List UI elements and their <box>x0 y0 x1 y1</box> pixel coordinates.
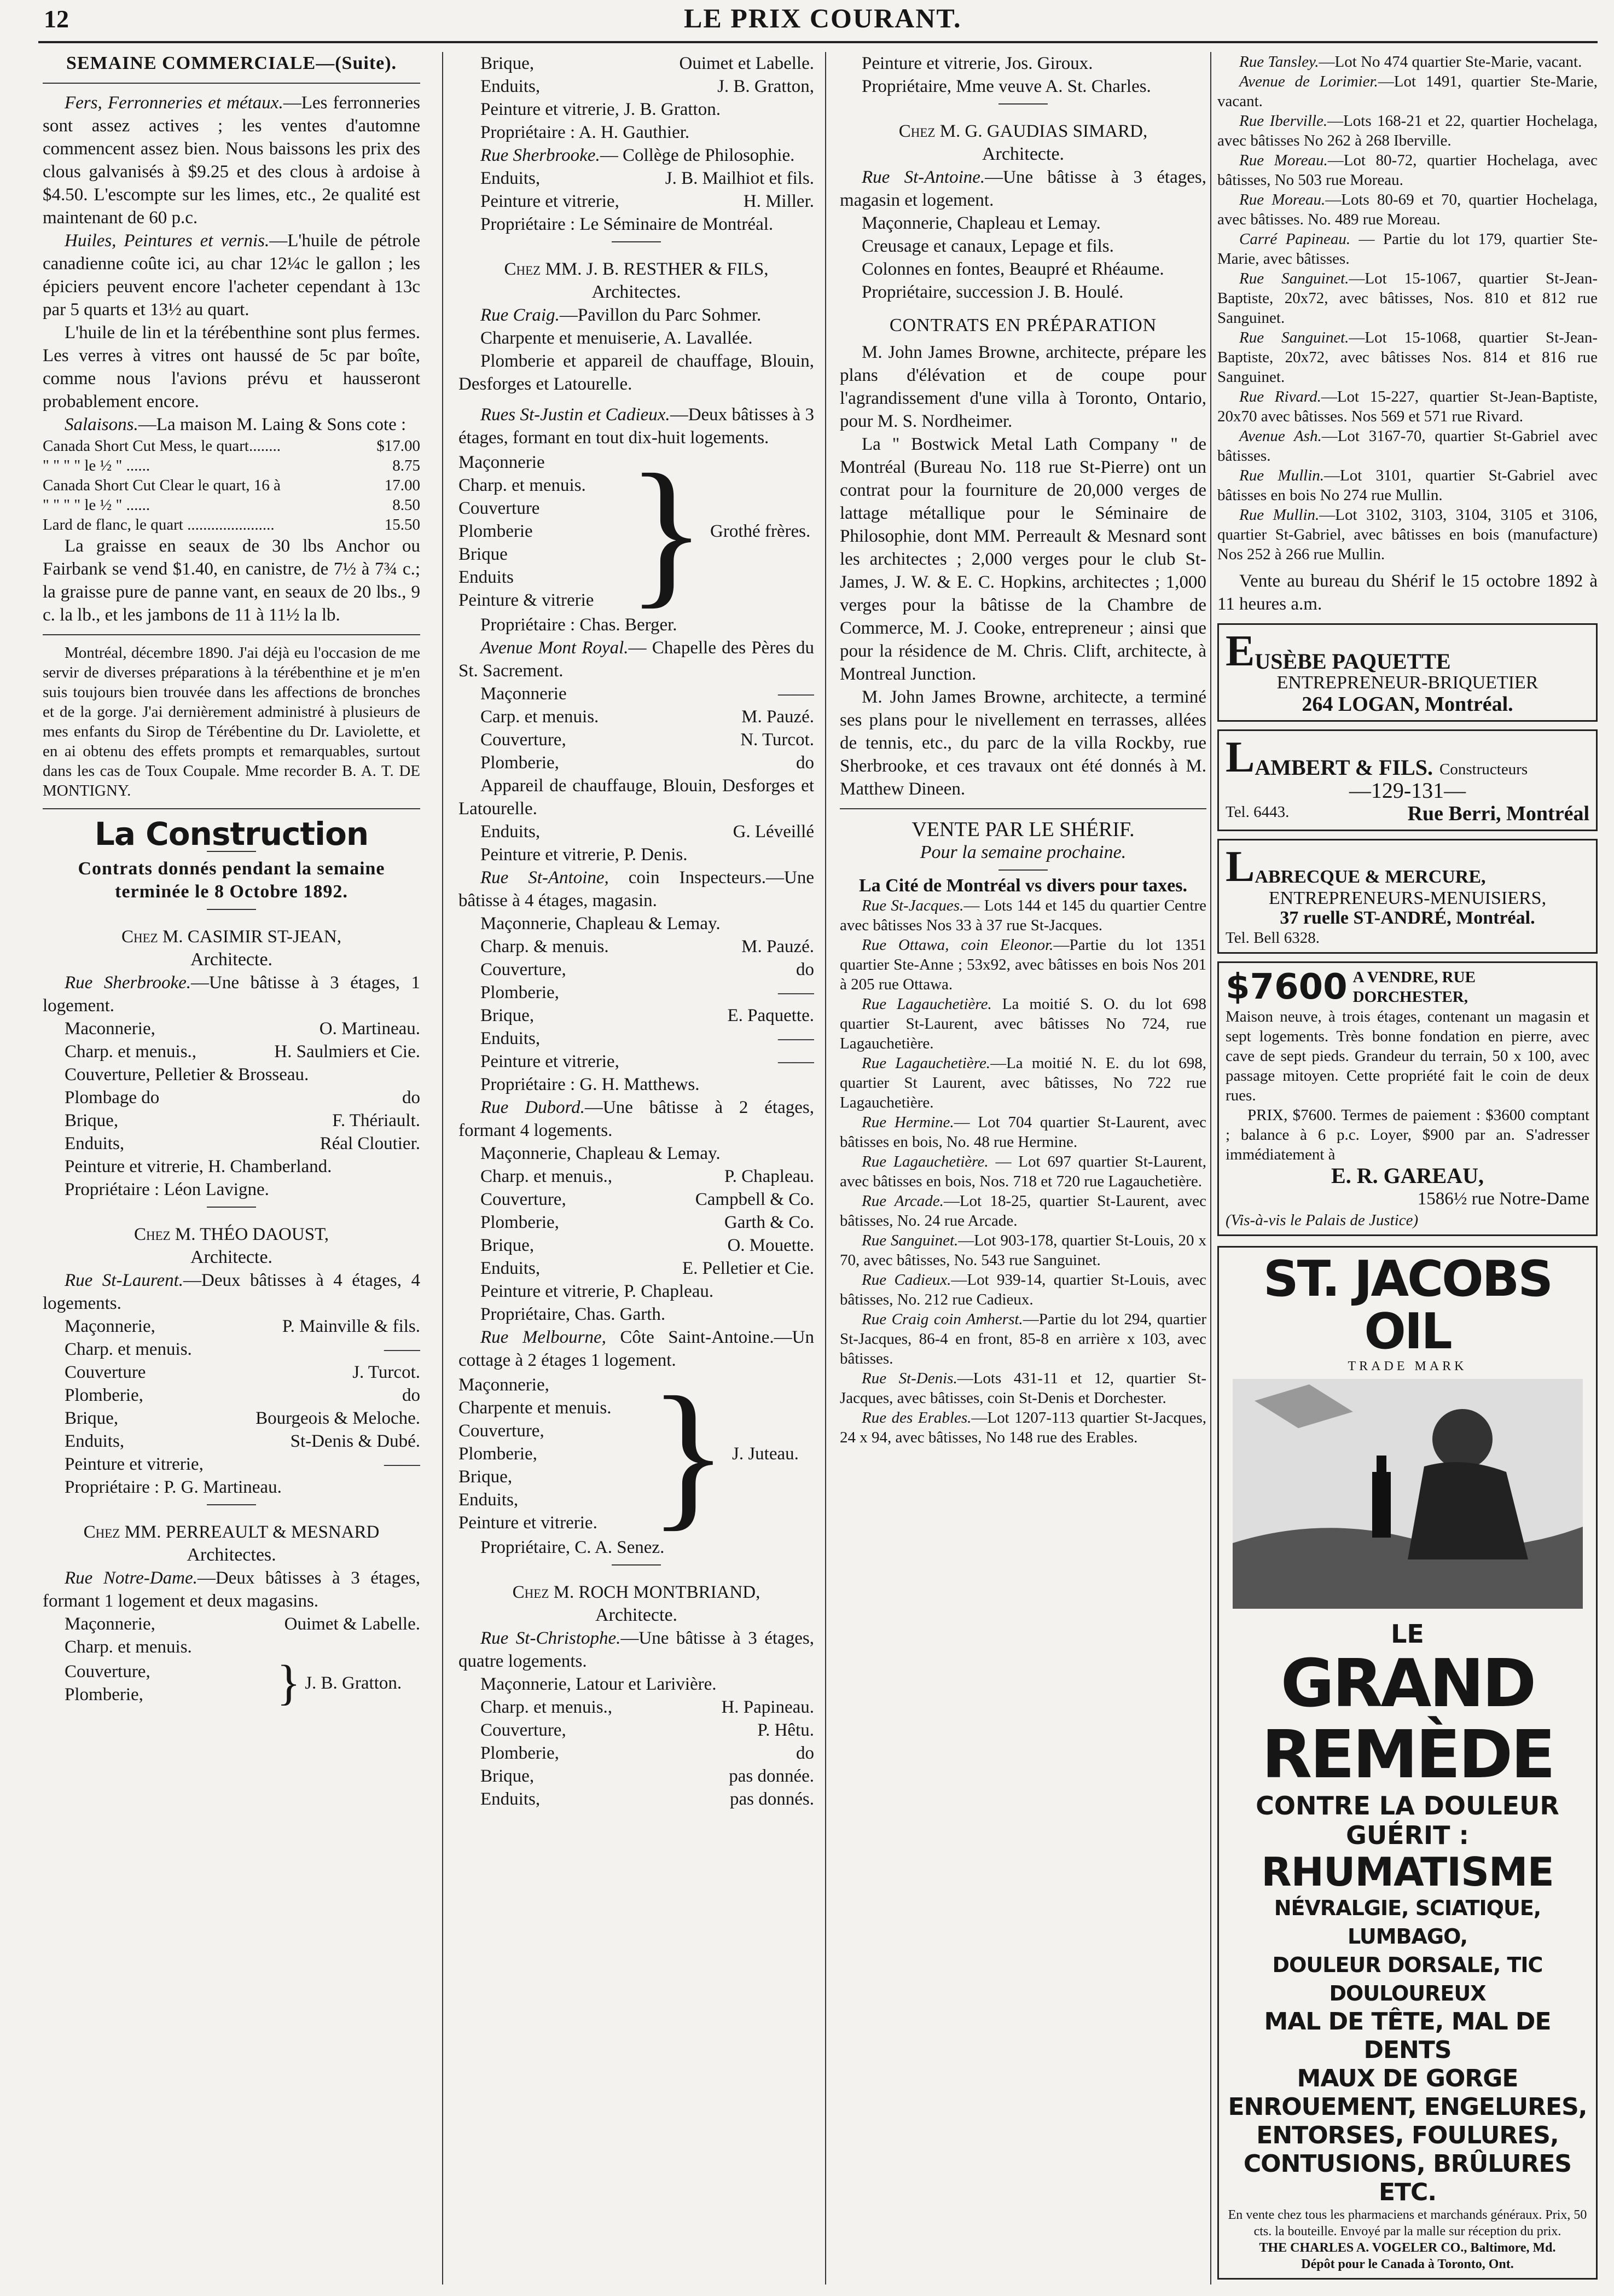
trade-row: Brique, Ouimet et Labelle. <box>480 54 814 73</box>
trade-group: Maçonnerie, Charpente et menuis. Couverture, Plomberie, Brique, Enduits, Peinture et vitrerie. } J. Juteau. <box>458 1363 799 1545</box>
ad-small-print: En vente chez tous les pharmaciens et marchands généraux. Prix, 50 cts. la bouteille. Envoyé par la malle sur réception du prix. <box>1228 2208 1587 2239</box>
trade-row: Propriétaire, Chas. Garth. <box>480 1304 666 1324</box>
architect-role: Architecte. <box>595 1605 678 1625</box>
trade-row: Carp. et menuis. M. Pauzé. <box>480 707 814 727</box>
lot-entry: Rue Cadieux.—Lot 939-14, quartier St-Louis, avec bâtisses, No. 212 rue Cadieux. <box>840 1271 1206 1308</box>
building-entry: Rue Craig.—Pavillon du Parc Sohmer. <box>480 305 762 325</box>
divider <box>43 808 420 809</box>
ad-name: AMBERT & FILS. <box>1255 755 1433 780</box>
lot-entry: Rue Sanguinet.—Lot 15-1068, quartier St-Jean-Baptiste, 20x72, avec bâtisses Nos. 814 et 816 rue Sanguinet. <box>1217 329 1598 386</box>
lot-entry: Rue Ottawa, coin Eleonor.—Partie du lot 1351 quartier Ste-Anne ; 53x92, avec bâtisses en bois Nos 201 à 205 rue Ottawa. <box>840 936 1206 993</box>
ad-address: 264 LOGAN, Montréal. <box>1302 693 1513 716</box>
lot-entry: Rue des Erables.—Lot 1207-113 quartier St-Jacques, 24 x 94, avec bâtisses, No 148 rue des Erables. <box>840 1409 1206 1446</box>
price-row: " " " " le ½ " ...... 8.75 <box>43 457 420 474</box>
column-1 <box>43 52 420 1708</box>
drop-initial: E <box>1226 627 1255 675</box>
lot-entry: Rue Tansley.—Lot No 474 quartier Ste-Marie, vacant. <box>1239 53 1582 71</box>
lot-entry: Rue St-Denis.—Lots 431-11 et 12, quartier St-Jacques, avec bâtisses, coin St-Denis et Dorchester. <box>840 1370 1206 1407</box>
architect-role: Architecte. <box>190 1247 273 1267</box>
drop-initial: L <box>1226 843 1255 891</box>
ad-line: MAL DE TÊTE, MAL DE DENTS <box>1264 2008 1551 2064</box>
testimonial: Montréal, décembre 1890. J'ai déjà eu l'occasion de me servir de diverses préparations à la térébenthine et je m'en suis toujours bien trouvée dans les affections de bronches et de la gorge. J'ai dernièrement administré à plusieurs de mes enfants du Sirop de Térébentine du Dr. Laviolette, et en ai obtenu des effets prompts et remarquables, surtout dans les cas de Toux Coupale. Mme recorder B. A. T. DE MONTIGNY. <box>43 644 420 799</box>
owner-line: Propriétaire, C. A. Senez. <box>480 1538 665 1557</box>
trade-row: Couverture, do <box>480 960 814 979</box>
trade-row: Brique, F. Thériault. <box>65 1111 420 1130</box>
divider <box>43 83 420 84</box>
construction-title: La Construction <box>94 815 369 853</box>
ad-phone: Tel. 6443. <box>1226 803 1290 821</box>
contractor-name: J. B. Gratton. <box>305 1673 402 1693</box>
architect-name: Chez M. THÉO DAOUST, <box>133 1225 329 1244</box>
trade-row: Plomberie, do <box>65 1385 420 1405</box>
ad-paquette <box>1217 623 1598 722</box>
page-number: 12 <box>44 5 69 33</box>
trade-row: Brique, pas donnée. <box>480 1766 814 1786</box>
ad-line: ENROUEMENT, ENGELURES, <box>1228 2093 1587 2121</box>
trade-row: Propriétaire : P. G. Martineau. <box>65 1477 282 1497</box>
trade-row: Charp. et menuis., H. Papineau. <box>480 1697 814 1717</box>
trade-line: Peinture et vitrerie, Jos. Giroux. <box>862 54 1093 73</box>
ad-line: DOULEUR DORSALE, TIC DOULOUREUX <box>1272 1953 1543 2005</box>
drop-initial: L <box>1226 733 1255 781</box>
trade-row: Brique, E. Paquette. <box>480 1006 814 1025</box>
trade-group: Couverture, Plomberie, } J. B. Gratton. <box>65 1656 402 1708</box>
trade-row: Enduits, pas donnés. <box>480 1789 814 1809</box>
prep-title: CONTRATS EN PRÉPARATION <box>889 315 1157 335</box>
trade-row: Peinture et vitrerie, —— <box>65 1454 420 1474</box>
trade-line: Plomberie et appareil de chauffage, Blouin, Desforges et Latourelle. <box>458 351 814 394</box>
trade-row: Propriétaire : A. H. Gauthier. <box>480 123 690 142</box>
ad-line: CONTRE LA DOULEUR <box>1256 1791 1559 1820</box>
trade-row: Couverture, P. Hêtu. <box>480 1720 814 1740</box>
page-header <box>38 0 1598 43</box>
column-2 <box>458 52 814 1811</box>
trade-row: Maconnerie, O. Martineau. <box>65 1019 420 1039</box>
trade-row: Peinture et vitrerie, H. Miller. <box>480 192 814 211</box>
ad-number: —129-131— <box>1349 778 1466 803</box>
lot-list <box>1217 52 1598 564</box>
trade-row: Enduits, —— <box>480 1029 814 1048</box>
ad-company: THE CHARLES A. VOGELER CO., Baltimore, Md. <box>1259 2241 1556 2255</box>
owner-line: Propriétaire : Chas. Berger. <box>480 615 677 635</box>
building-entry: Rue Melbourne, Côte Saint-Antoine.—Un cottage à 2 étages 1 logement. <box>458 1327 814 1370</box>
building-entry: Rue Notre-Dame.—Deux bâtisses à 3 étages, formant 1 logement et deux magasins. <box>43 1568 420 1611</box>
trade-row: Peinture et vitrerie, —— <box>480 1052 814 1071</box>
lot-entry: Rue Sanguinet.—Lot 903-178, quartier St-Louis, 20 x 70, avec bâtisses, No. 543 rue Sanguinet. <box>840 1232 1206 1269</box>
building-entry: Rue St-Laurent.—Deux bâtisses à 4 étages, 4 logements. <box>43 1271 420 1313</box>
paragraph: La graisse en seaux de 30 lbs Anchor ou Fairbank se vend $1.40, en canistre, de 7½ à 7¾ c.; la graisse pure de panne vant, en seaux de 20 lbs., 9 c. la lb., et les jambons de 11 à 11½ la lb. <box>43 536 420 625</box>
lot-entry: Rue Mullin.—Lot 3102, 3103, 3104, 3105 et 3106, quartier St-Gabriel, avec bâtisses en bois (manufacture) Nos 252 à 266 rue Mullin. <box>1217 506 1598 563</box>
contractor-name: Grothé frères. <box>710 521 811 541</box>
building-entry: Avenue Mont Royal.— Chapelle des Pères du St. Sacrement. <box>458 638 814 681</box>
trade-row: Propriétaire : G. H. Matthews. <box>480 1075 700 1094</box>
owner-line: Propriétaire, Mme veuve A. St. Charles. <box>862 77 1151 96</box>
ad-role: ENTREPRENEURS-MENUISIERS, <box>1268 888 1547 908</box>
contractor-name: J. Juteau. <box>732 1444 799 1464</box>
ad-trademark: TRADE MARK <box>1348 1359 1467 1373</box>
divider <box>207 909 256 910</box>
lot-entry: Rue Lagauchetière. La moitié S. O. du lot 698 quartier St-Laurent, avec bâtisses No 724, rue Lagauchetière. <box>840 995 1206 1052</box>
trade-row: Couverture, N. Turcot. <box>480 730 814 750</box>
trade-line: Charpente et menuiserie, A. Lavallée. <box>480 328 753 348</box>
divider <box>998 103 1048 105</box>
paragraph: M. John James Browne, architecte, a terminé ses plans pour le nivellement en terrasses, allées de tennis, etc., du parc de la villa Rockby, rue Sherbrooke, et ces travaux ont été donnés à M. Matthew Dineen. <box>840 687 1206 799</box>
paragraph: Salaisons.—La maison M. Laing & Sons cote : <box>65 415 407 434</box>
lot-entry: Rue Lagauchetière. — Lot 697 quartier St-Laurent, avec bâtisses en bois, Nos. 718 et 720 rue Lagauchetière. <box>840 1153 1206 1190</box>
ad-st-jacobs-oil <box>1217 1246 1598 2280</box>
lot-list <box>840 896 1206 1447</box>
trade-row: Charp. et menuis., H. Saulmiers et Cie. <box>65 1042 420 1062</box>
lot-entry: Rue Hermine.— Lot 704 quartier St-Laurent, avec bâtisses en bois, No. 48 rue Hermine. <box>840 1114 1206 1151</box>
ad-line: LE <box>1391 1619 1424 1649</box>
section-title: SEMAINE COMMERCIALE—(Suite). <box>66 53 397 73</box>
building-entry: Rue Dubord.—Une bâtisse à 2 étages, formant 4 logements. <box>458 1098 814 1140</box>
lot-entry: Rue Rivard.—Lot 15-227, quartier St-Jean-Baptiste, 20x70 avec bâtisses. Nos 569 et 571 rue Rivard. <box>1217 388 1598 425</box>
divider <box>998 869 1048 871</box>
trade-row: Plomberie, do <box>480 753 814 773</box>
divider <box>207 1207 256 1208</box>
trade-row: Enduits, J. B. Mailhiot et fils. <box>480 169 814 188</box>
building-entry: Rue Sherbrooke.— Collège de Philosophie. <box>480 146 795 165</box>
price-row: Canada Short Cut Mess, le quart........ $17.00 <box>43 437 420 455</box>
architect-role: Architectes. <box>187 1545 276 1565</box>
lot-entry: Rue Mullin.—Lot 3101, quartier St-Gabriel avec bâtisses en bois No 274 rue Mullin. <box>1217 467 1598 504</box>
trade-row: Couverture, Campbell & Co. <box>480 1190 814 1209</box>
ad-agent: E. R. GAREAU, <box>1331 1163 1484 1188</box>
lot-entry: Rue Sanguinet.—Lot 15-1067, quartier St-Jean-Baptiste, 20x72, avec bâtisses, Nos. 810 et 812 rue Sanguinet. <box>1217 270 1598 327</box>
building-entry: Rue St-Antoine, coin Inspecteurs.—Une bâtisse à 4 étages, magasin. <box>458 868 814 911</box>
sheriff-case: La Cité de Montréal vs divers pour taxes. <box>859 876 1187 896</box>
column-rule <box>825 52 826 2285</box>
trade-row: Brique, O. Mouette. <box>480 1236 814 1255</box>
building-entry: Rue Sherbrooke.—Une bâtisse à 3 étages, 1 logement. <box>43 973 420 1016</box>
owner-line: Propriétaire : Le Séminaire de Montréal. <box>480 214 774 234</box>
trade-row: Charp. et menuis., P. Chapleau. <box>480 1167 814 1186</box>
trade-row: Propriétaire : Léon Lavigne. <box>65 1180 269 1199</box>
trade-row: Peinture et vitrerie, P. Chapleau. <box>480 1282 714 1301</box>
ad-role: ENTREPRENEUR-BRIQUETIER <box>1276 672 1538 693</box>
trade-row: Maçonnerie, Ouimet & Labelle. <box>65 1614 420 1634</box>
contracts-title: Contrats donnés pendant la semaine terminée le 8 Octobre 1892. <box>78 859 385 902</box>
trade-row: Couverture, Pelletier & Brosseau. <box>65 1065 309 1085</box>
lot-entry: Carré Papineau. — Partie du lot 179, quartier Ste-Marie, avec bâtisses. <box>1217 230 1598 268</box>
trade-row: Plomberie, Garth & Co. <box>480 1213 814 1232</box>
divider <box>612 241 661 242</box>
ad-address: Rue Berri, Montréal <box>1407 802 1589 825</box>
lot-entry: Rue Moreau.—Lot 80-72, quartier Hochelaga, avec bâtisses, No 503 rue Moreau. <box>1217 152 1598 189</box>
ad-note: (Vis-à-vis le Palais de Justice) <box>1226 1211 1419 1229</box>
ad-line: CONTUSIONS, BRÛLURES ETC. <box>1243 2150 1572 2206</box>
trade-row: Maçonnerie —— <box>480 684 814 704</box>
ad-line: NÉVRALGIE, SCIATIQUE, LUMBAGO, <box>1274 1896 1541 1949</box>
paragraph: M. John James Browne, architecte, prépare les plans d'élévation et de coupe pour l'agrandissement d'une villa à Toronto, Ontario, pour M. S. Nordheimer. <box>840 343 1206 431</box>
ad-role: Constructeurs <box>1439 761 1528 778</box>
lot-entry: Avenue de Lorimier.—Lot 1491, quartier Ste-Marie, vacant. <box>1217 73 1598 110</box>
brace: } <box>627 440 706 622</box>
ad-terms: PRIX, $7600. Termes de paiement : $3600 comptant ; balance à 6 p.c. Loyer, $900 par an. S'adresser immédiatement à <box>1226 1106 1589 1163</box>
trade-row: Maçonnerie, Latour et Larivière. <box>480 1674 717 1694</box>
building-entry: Rue St-Antoine.—Une bâtisse à 3 étages, magasin et logement. <box>840 167 1206 210</box>
trade-row: Plomberie, —— <box>480 983 814 1002</box>
ad-address: 37 ruelle ST-ANDRÉ, Montréal. <box>1280 908 1535 928</box>
building-entry: Rues St-Justin et Cadieux.—Deux bâtisses à 3 étages, formant en tout dix-huit logements. <box>458 405 814 448</box>
trade-row: Couverture J. Turcot. <box>65 1362 420 1382</box>
divider <box>207 1504 256 1505</box>
paragraph: La " Bostwick Metal Lath Company " de Montréal (Bureau No. 118 rue St-Pierre) ont un contrat pour la fourniture de 20,000 verges de lattage métallique pour le Séminaire de Philosophie, dont MM. Perreault & Mesnard sont les architectes ; 2,000 verges pour le club St-James, J. W. & E. C. Hopkins, architectes ; 1,000 verges pour la bâtisse de la Chambre de Commerce, M. J. Cooke, entrepreneur ; ainsi que pour la résidence de M. Chris. Clift, architecte, à Montreal Junction. <box>840 434 1206 684</box>
monk-illustration-icon <box>1233 1379 1583 1609</box>
price-row: " " " " le ½ " ...... 8.50 <box>43 496 420 514</box>
paragraph: Huiles, Peintures et vernis.—L'huile de pétrole canadienne coûte ici, au char 12¼c le gallon ; les épiciers peuvent encore l'acheter cependant à 13c par 5 quarts et 13½ au quart. <box>43 231 420 320</box>
trade-row: Peinture et vitrerie, H. Chamberland. <box>65 1157 332 1176</box>
owner-line: Propriétaire, succession J. B. Houlé. <box>862 282 1124 302</box>
architect-name: Chez M. CASIMIR ST-JEAN, <box>121 927 341 947</box>
price-list <box>43 436 420 535</box>
ad-name: USÈBE PAQUETTE <box>1255 649 1451 674</box>
trade-row: Maçonnerie, Chapleau & Lemay. <box>480 1144 721 1163</box>
architect-name: Chez M. ROCH MONTBRIAND, <box>512 1582 760 1602</box>
architect-name: Chez MM. J. B. RESTHER & FILS, <box>504 259 769 279</box>
lot-entry: Rue Arcade.—Lot 18-25, quartier St-Laurent, avec bâtisses, No. 24 rue Arcade. <box>840 1192 1206 1230</box>
trade-row: Plomberie, do <box>480 1743 814 1763</box>
sheriff-subtitle: Pour la semaine prochaine. <box>920 842 1127 862</box>
ad-labrecque <box>1217 839 1598 954</box>
trade-row: Charp. & menuis. M. Pauzé. <box>480 937 814 956</box>
trade-row: Charp. et menuis. <box>65 1637 192 1657</box>
divider <box>840 808 1206 809</box>
column-3 <box>840 52 1206 1447</box>
trade-row: Enduits, Réal Cloutier. <box>65 1134 420 1153</box>
ad-brand: ST. JACOBS OIL <box>1263 1250 1552 1360</box>
ad-lambert <box>1217 729 1598 831</box>
trade-row: Enduits, E. Pelletier et Cie. <box>480 1259 814 1278</box>
trade-list <box>43 1315 420 1499</box>
ad-price: $7600 <box>1226 967 1348 1007</box>
lot-entry: Rue Iberville.—Lots 168-21 et 22, quartier Hochelaga, avec bâtisses No 262 à 268 Iberville. <box>1217 112 1598 149</box>
ad-line: RHUMATISME <box>1261 1849 1554 1895</box>
column-rule <box>442 52 443 2285</box>
trade-row: Enduits, St-Denis & Dubé. <box>65 1431 420 1451</box>
trade-line: Creusage et canaux, Lepage et fils. <box>862 236 1114 256</box>
building-entry: Rue St-Christophe.—Une bâtisse à 3 étages, quatre logements. <box>458 1628 814 1671</box>
trade-line: Appareil de chauffauge, Blouin, Desforges et Latourelle. <box>458 776 814 819</box>
ad-dorchester <box>1217 961 1598 1236</box>
lot-entry: Rue Moreau.—Lots 80-69 et 70, quartier Hochelaga, avec bâtisses. No. 489 rue Moreau. <box>1217 191 1598 228</box>
trade-row: Plombage do do <box>65 1088 420 1108</box>
lot-entry: Avenue Ash.—Lot 3167-70, quartier St-Gabriel avec bâtisses. <box>1217 427 1598 465</box>
lot-entry: Rue Lagauchetière.—La moitié N. E. du lot 698, quartier St Laurent, avec bâtisses, No 722 rue Lagauchetière. <box>840 1054 1206 1111</box>
ad-line: MAUX DE GORGE <box>1297 2065 1518 2092</box>
trade-row: Charp. et menuis. —— <box>65 1340 420 1359</box>
trade-row: Maçonnerie, P. Mainville & fils. <box>65 1317 420 1336</box>
price-row: Lard de flanc, le quart ...................... 15.50 <box>43 516 420 534</box>
trade-line: Maçonnerie, Chapleau et Lemay. <box>862 213 1101 233</box>
trade-line: Colonnes en fontes, Beaupré et Rhéaume. <box>862 259 1164 279</box>
trade-line: Peinture et vitrerie, P. Denis. <box>480 845 688 865</box>
architect-role: Architecte. <box>190 949 273 970</box>
architect-role: Architectes. <box>591 282 681 302</box>
column-4 <box>1217 52 1598 2280</box>
ad-phone: Tel. Bell 6328. <box>1226 929 1320 947</box>
ad-line: GRAND REMÈDE <box>1261 1646 1554 1793</box>
trade-row: Enduits, J. B. Gratton, <box>480 77 814 96</box>
ad-name: ABRECQUE & MERCURE, <box>1255 867 1486 887</box>
divider <box>612 1564 661 1566</box>
trade-row: Peinture et vitrerie, J. B. Gratton. <box>480 100 721 119</box>
trade-row: Maçonnerie, Chapleau & Lemay. <box>480 914 721 934</box>
sale-note: Vente au bureau du Shérif le 15 octobre 1892 à 11 heures a.m. <box>1217 571 1598 614</box>
paragraph: L'huile de lin et la térébenthine sont plus fermes. Les verres à vitres ont haussé de 5c par boîte, comme nous l'avions prévu et hausseront probablement encore. <box>43 323 420 411</box>
column-rule <box>1210 52 1211 2285</box>
trade-group: Maçonnerie Charp. et menuis. Couverture Plomberie Brique Enduits Peinture & vitrerie } Grothé frères. <box>458 440 811 622</box>
ad-depot: Dépôt pour le Canada à Toronto, Ont. <box>1301 2257 1514 2271</box>
ad-agent-address: 1586½ rue Notre-Dame <box>1417 1189 1589 1209</box>
ad-line: GUÉRIT : <box>1346 1820 1469 1850</box>
price-row: Canada Short Cut Clear le quart, 16 à 17.00 <box>43 477 420 494</box>
sheriff-title: VENTE PAR LE SHÉRIF. <box>911 818 1135 841</box>
ad-text: Maison neuve, à trois étages, contenant un magasin et sept logements. Très bonne fondation en pierre, avec cave de sept pieds. Grandeur du terrain, 50 x 100, avec passage mitoyen. Cette propriété fait le coin de deux rues. <box>1226 1008 1589 1104</box>
ad-line: ENTORSES, FOULURES, <box>1256 2121 1559 2149</box>
brace: } <box>277 1656 301 1708</box>
trade-list <box>43 1017 420 1201</box>
running-title: LE PRIX COURANT. <box>684 3 962 33</box>
trade-row: Brique, Bourgeois & Meloche. <box>65 1408 420 1428</box>
lot-entry: Rue St-Jacques.— Lots 144 et 145 du quartier Centre avec bâtisses Nos 33 à 37 rue St-Jacques. <box>840 897 1206 934</box>
architect-role: Architecte. <box>982 144 1065 164</box>
divider <box>43 634 420 635</box>
trade-row: Enduits, G. Léveillé <box>480 822 814 842</box>
architect-name: Chez MM. PERREAULT & MESNARD <box>83 1522 380 1542</box>
lot-entry: Rue Craig coin Amherst.—Partie du lot 294, quartier St-Jacques, 86-4 en front, 85-8 en arrière x 103, avec bâtisses. <box>840 1311 1206 1367</box>
architect-name: Chez M. G. GAUDIAS SIMARD, <box>898 121 1148 141</box>
paragraph: Fers, Ferronneries et métaux.—Les ferronneries sont assez actives ; les ventes d'automne commencent assez bien. Nous baissons les prix des clous galvanisés à $9.25 et des clous à ardoise à $4.50. L'escompte sur les limes, etc., 2e qualité est maintenant de 60 p.c. <box>43 93 420 228</box>
brace: } <box>649 1363 728 1545</box>
ad-headline: A VENDRE, RUE DORCHESTER, <box>1352 969 1476 1006</box>
